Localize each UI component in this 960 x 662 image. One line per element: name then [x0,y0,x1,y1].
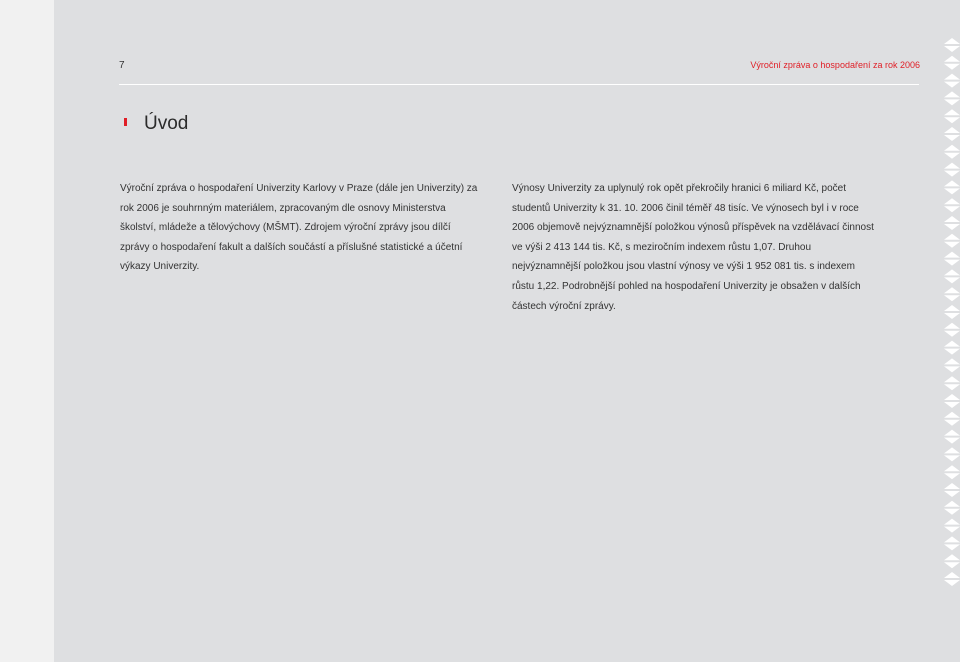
right-paragraph: Výnosy Univerzity za uplynulý rok opět překročily hranici 6 miliard Kč, počet studentů Univerzity k 31. 10. 2006 činil téměř 48 tisíc. Ve výnosech byl i v roce 2006 objemově nejvýznamnější položkou výnosů příspěvek na vzdělávací činnost ve výši 2 413 144 tis. Kč, s meziročním indexem růstu 1,07. Druhou nejvýznamnější položkou jsou vlastní výnosy ve výši 1 952 081 tis. s indexem růstu 1,22. Podrobnější pohled na hospodaření Univerzity je obsažen v dalších částech výroční zprávy. [512,183,874,312]
double-triangle-icon [944,180,960,194]
double-triangle-icon [944,234,960,248]
double-triangle-icon [944,358,960,372]
double-triangle-icon [944,483,960,497]
double-triangle-icon [944,56,960,70]
left-paragraph: Výroční zpráva o hospodaření Univerzity Karlovy v Praze (dále jen Univerzity) za rok 2006 je souhrnným materiálem, zpracovaným dle osnovy Ministerstva školství, mládeže a tělovýchovy (MŠMT). Zdrojem výroční zprávy jsou dílčí zprávy o hospodaření fakult a dalších součástí a příslušné statistické a účetní výkazy Univerzity. [120,183,478,273]
double-triangle-icon-strip [938,34,960,594]
section-title: Úvod [144,113,189,134]
double-triangle-icon [944,127,960,141]
page-number: 7 [119,60,125,71]
double-triangle-icon [944,287,960,301]
double-triangle-icon [944,465,960,479]
double-triangle-icon [944,216,960,230]
double-triangle-icon [944,163,960,177]
double-triangle-icon [944,572,960,586]
double-triangle-icon [944,38,960,52]
double-triangle-icon [944,341,960,355]
left-column [120,179,482,277]
double-triangle-icon [944,145,960,159]
double-triangle-icon [944,323,960,337]
double-triangle-icon [944,394,960,408]
double-triangle-icon [944,252,960,266]
double-triangle-icon [944,74,960,88]
double-triangle-icon [944,501,960,515]
page-left-margin [0,0,54,662]
double-triangle-icon [944,305,960,319]
double-triangle-icon [944,412,960,426]
double-triangle-icon [944,198,960,212]
header-divider [119,84,919,85]
double-triangle-icon [944,91,960,105]
double-triangle-icon [944,376,960,390]
section-marker-icon [124,118,127,126]
double-triangle-icon [944,109,960,123]
double-triangle-icon [944,536,960,550]
double-triangle-icon [944,519,960,533]
double-triangle-icon [944,447,960,461]
double-triangle-icon [944,430,960,444]
running-header: Výroční zpráva o hospodaření za rok 2006 [750,60,920,70]
double-triangle-icon [944,554,960,568]
double-triangle-icon [944,269,960,283]
right-column [512,179,876,316]
